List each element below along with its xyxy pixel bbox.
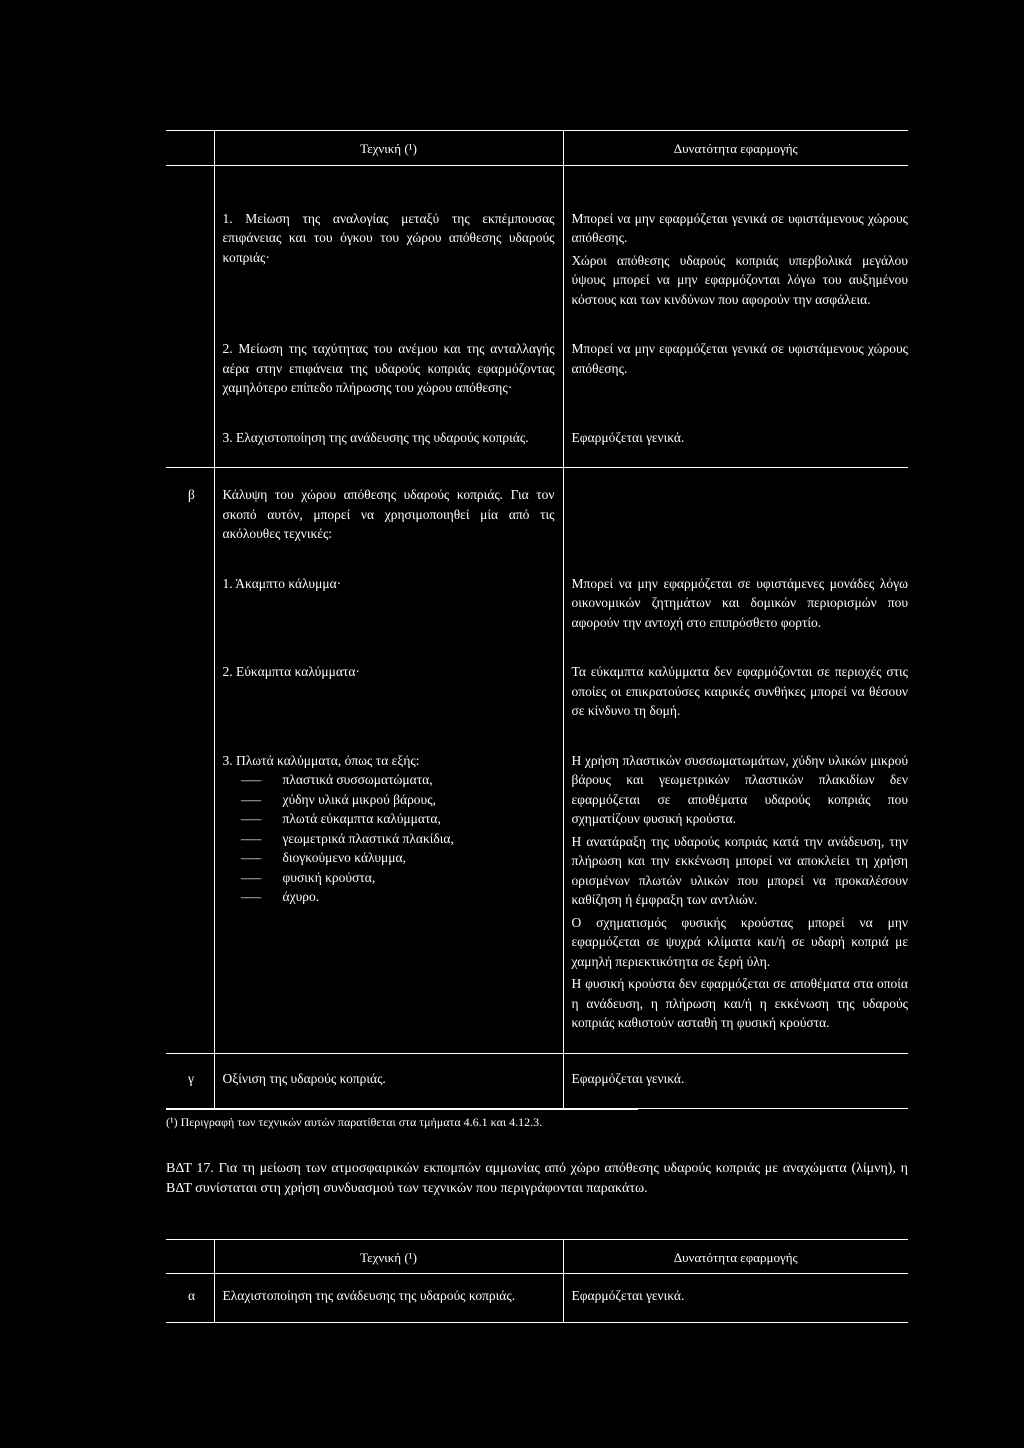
list-item: — άχυρο. xyxy=(241,887,555,907)
header-technique: Τεχνική (¹) xyxy=(214,131,563,166)
applicability-text: Εφαρμόζεται γενικά. xyxy=(571,1288,685,1303)
applicability-text: Εφαρμόζεται γενικά. xyxy=(571,429,685,445)
list-item: — πλωτά εύκαμπτα καλύμματα, xyxy=(241,809,555,829)
table-row xyxy=(166,468,908,574)
list-item: — γεωμετρικά πλαστικά πλακίδια, xyxy=(241,829,555,849)
table-row xyxy=(166,1053,908,1109)
applicability-text: Η ανατάραξη της υδαρούς κοπριάς κατά την ανάδευση, την πλήρωση και την εκκένωση μπορεί να αποκλείει τη χρήση ορισμένων πλωτών υλικών που μπορεί να προκαλέσουν καθίζηση ή έμφραξη των αντλιών. xyxy=(571,833,908,907)
list-item: — χύδην υλικά μικρού βάρους, xyxy=(241,790,555,810)
applicability-text: Χώροι απόθεσης υδαρούς κοπριάς υπερβολικά μεγάλου ύψους μπορεί να μην εφαρμόζονται λόγω του αυξημένου κόστους και των κινδύνων που αφορούν την ασφάλεια. xyxy=(571,252,908,307)
row-letter: α xyxy=(166,1274,214,1323)
header-applicability: Δυνατότητα εφαρμογής xyxy=(563,1239,908,1274)
table-row xyxy=(166,339,908,428)
techniques-table-2 xyxy=(166,1239,908,1323)
applicability-text: Μπορεί να μην εφαρμόζεται γενικά σε υφιστάμενους χώρους απόθεσης. xyxy=(571,341,908,376)
list-item: — πλαστικά συσσωματώματα, xyxy=(241,770,555,790)
applicability-text: Η φυσική κρούστα δεν εφαρμόζεται σε αποθέματα στα οποία η ανάδευση, η πλήρωση και/ή η εκκένωση της υδαρούς κοπριάς καθιστούν ασταθή τη φυσική κρούστα. xyxy=(571,976,908,1030)
applicability-text: Εφαρμόζεται γενικά. xyxy=(571,1070,685,1086)
floating-cover-list xyxy=(223,770,555,907)
technique-text: Οξίνιση της υδαρούς κοπριάς. xyxy=(222,1070,386,1086)
table-row xyxy=(166,1274,908,1323)
header-applicability: Δυνατότητα εφαρμογής xyxy=(563,131,908,166)
table-row xyxy=(166,428,908,468)
bat-17-paragraph: ΒΔΤ 17. Για τη μείωση των ατμοσφαιρικών εκπομπών αμμωνίας από χώρο απόθεσης υδαρούς κοπριάς με αναχώματα (λίμνη), η ΒΔΤ συνίσταται στη χρήση συνδυασμού των τεχνικών που περιγράφονται παρακάτω. xyxy=(166,1160,908,1196)
technique-text: 2. Μείωση της ταχύτητας του ανέμου και της ανταλλαγής αέρα στην επιφάνεια της υδαρούς κοπριάς εφαρμόζοντας χαμηλότερο επίπεδο πλήρωσης του χώρου απόθεσης· xyxy=(222,341,555,395)
applicability-text: Η χρήση πλαστικών συσσωματωμάτων, χύδην υλικών μικρού βάρους και γεωμετρικών πλαστικών πλακιδίων δεν εφαρμόζεται σε αποθέματα υδαρούς κοπριάς που σχηματίζουν φυσική κρούστα. xyxy=(571,752,908,826)
applicability-text: Ο σχηματισμός φυσικής κρούστας μπορεί να μην εφαρμόζεται σε ψυχρά κλίματα και/ή σε υδαρή κοπριά με χαμηλή περιεκτικότητα σε ξερή ύλη. xyxy=(571,914,908,969)
technique-text: Κάλυψη του χώρου απόθεσης υδαρούς κοπριάς. Για τον σκοπό αυτόν, μπορεί να χρησιμοποιηθεί μία από τις ακόλουθες τεχνικές: xyxy=(222,487,555,541)
technique-text: 2. Εύκαμπτα καλύμματα· xyxy=(222,664,360,679)
page-content xyxy=(166,130,908,1323)
table-row xyxy=(166,751,908,1054)
list-item: — διογκούμενο κάλυμμα, xyxy=(241,848,555,868)
applicability-text: Μπορεί να μην εφαρμόζεται σε υφιστάμενες μονάδες λόγω οικονομικών ζητημάτων και δομικών περιορισμών που αφορούν την αντοχή στο επιπρόσθετο φορτίο. xyxy=(571,575,908,630)
table-row xyxy=(166,662,908,751)
technique-text: 1. Μείωση της αναλογίας μεταξύ της εκπέμπουσας επιφάνειας και του όγκου του χώρου απόθεσης υδαρούς κοπριάς· xyxy=(222,210,555,265)
technique-text: Ελαχιστοποίηση της ανάδευσης της υδαρούς κοπριάς. xyxy=(222,1288,516,1303)
table-header xyxy=(166,131,908,166)
technique-text: 3. Ελαχιστοποίηση της ανάδευσης της υδαρούς κοπριάς. xyxy=(222,429,529,445)
table-row xyxy=(166,574,908,663)
technique-text: 1. Άκαμπτο κάλυμμα· xyxy=(222,575,342,591)
table-row xyxy=(166,165,908,339)
row-letter: β xyxy=(188,487,195,502)
header-technique: Τεχνική (¹) xyxy=(214,1239,563,1274)
list-item: — φυσική κρούστα, xyxy=(241,868,555,888)
techniques-table xyxy=(166,130,908,1109)
footnote: (¹) Περιγραφή των τεχνικών αυτών παρατίθεται στα τμήματα 4.6.1 και 4.12.3. xyxy=(166,1115,543,1129)
technique-text: 3. Πλωτά καλύμματα, όπως τα εξής: xyxy=(222,752,420,768)
applicability-text: Τα εύκαμπτα καλύμματα δεν εφαρμόζονται σε περιοχές στις οποίες οι επικρατούσες καιρικές συνθήκες μπορεί να θέσουν σε κίνδυνο τη δομή. xyxy=(571,664,908,718)
table-header xyxy=(166,1239,908,1274)
applicability-text: Μπορεί να μην εφαρμόζεται γενικά σε υφιστάμενους χώρους απόθεσης. xyxy=(571,210,908,245)
row-letter: γ xyxy=(166,1053,214,1109)
